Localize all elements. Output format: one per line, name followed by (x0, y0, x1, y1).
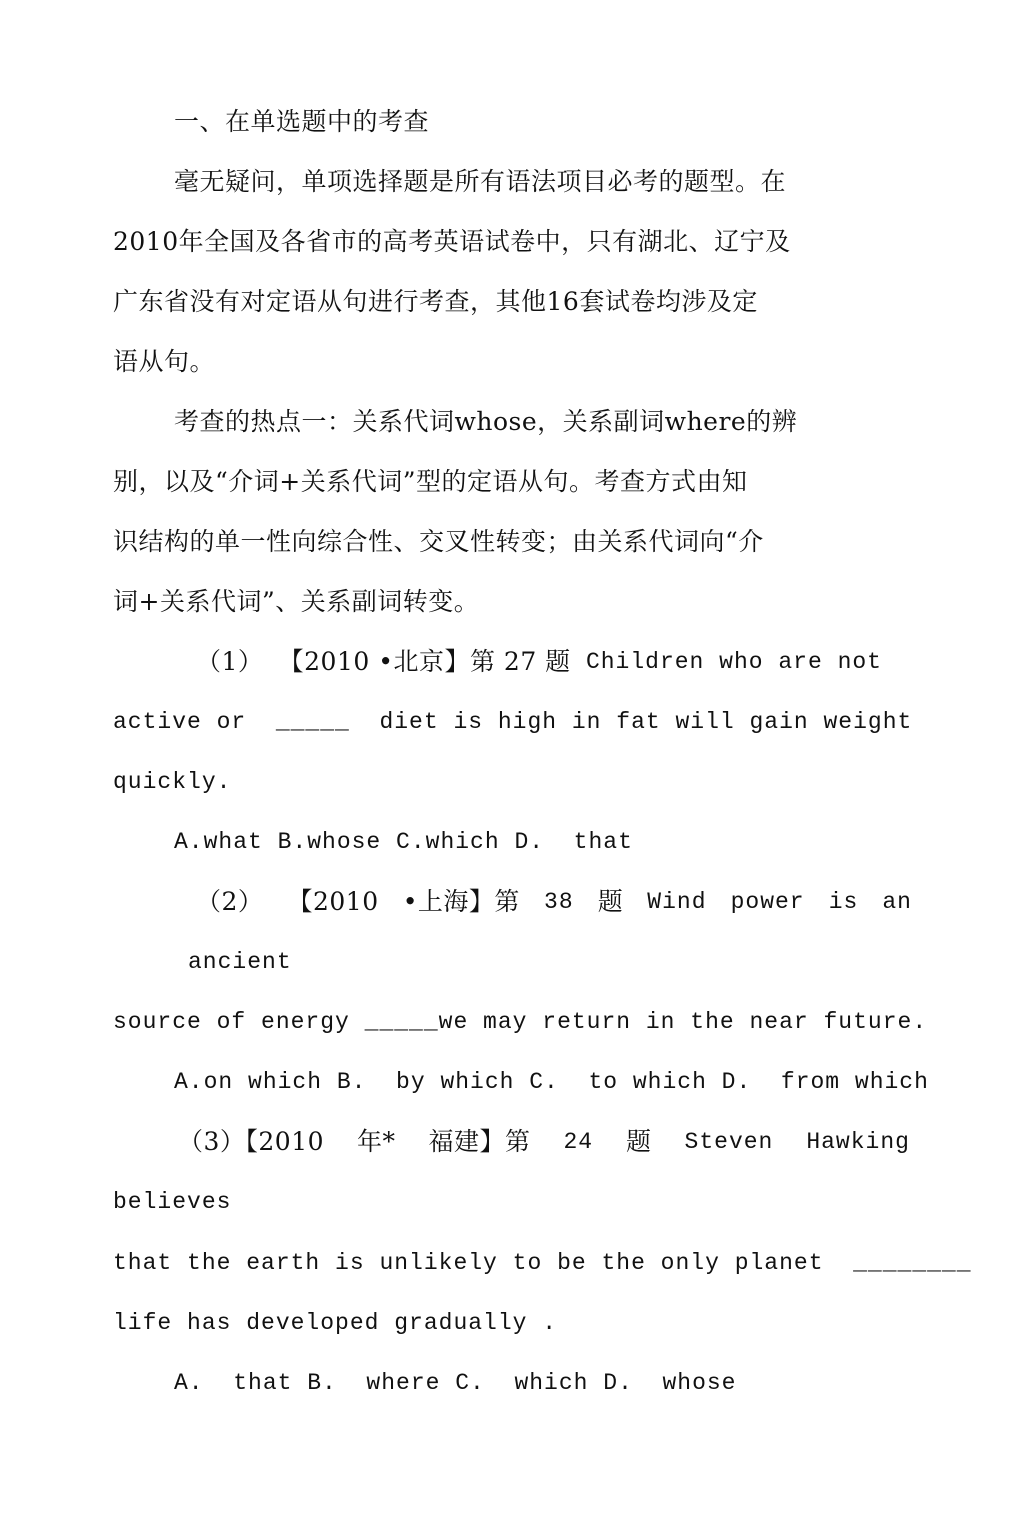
question-2-token: 38 (544, 889, 574, 915)
question-3-line-4: life has developed gradually . (113, 1310, 558, 1336)
question-3-token: 题 (626, 1127, 652, 1156)
question-1-options: A.what B.whose C.which D. that (174, 829, 633, 855)
question-2-token: Wind (647, 889, 707, 915)
intro-line-4: 语从句。 (113, 347, 216, 376)
intro-line-1: 毫无疑问，单项选择题是所有语法项目必考的题型。在 (174, 167, 787, 196)
question-1-stem-start: Children who are not (585, 649, 882, 675)
intro-line-2: 2010年全国及各省市的高考英语试卷中，只有湖北、辽宁及 (113, 227, 791, 256)
intro-line-3: 广东省没有对定语从句进行考查，其他16套试卷均涉及定 (113, 287, 758, 316)
question-3-token: （3）【2010 (178, 1127, 325, 1156)
question-1-number: （1） (196, 647, 264, 676)
question-1-line-3: quickly. (113, 769, 232, 795)
question-2-header (196, 882, 912, 922)
hotspot-line-3: 识结构的单一性向综合性、交叉性转变；由关系代词向“介 (113, 527, 764, 556)
question-3-token: Steven (684, 1129, 774, 1155)
question-3-token: Hawking (806, 1129, 910, 1155)
question-2-line-2: ancient (188, 949, 292, 975)
question-1-line-2: active or _____ diet is high in fat will gain weight (113, 709, 913, 735)
section-heading: 一、在单选题中的考查 (174, 107, 430, 136)
question-1-header (196, 642, 882, 682)
question-3-line-2: believes (113, 1189, 232, 1215)
question-2-token: 【2010 (287, 887, 379, 916)
question-3-token: 24 (563, 1129, 594, 1155)
question-3-header (178, 1122, 910, 1162)
question-2-token: •上海】第 (402, 887, 520, 916)
question-2-line-3: source of energy _____we may return in the near future. (113, 1009, 928, 1035)
question-3-token: 福建】第 (428, 1127, 531, 1156)
question-2-token: power (730, 889, 805, 915)
question-3-token: 年* (357, 1127, 396, 1156)
question-1-source: 【2010 •北京】第 27 题 (278, 647, 571, 676)
question-2-token: is (828, 889, 859, 915)
hotspot-line-2: 别，以及“介词+关系代词”型的定语从句。考查方式由知 (113, 467, 748, 496)
question-2-token: an (882, 889, 912, 915)
question-3-line-3: that the earth is unlikely to be the only planet ________ (113, 1250, 972, 1276)
question-2-token: 题 (597, 887, 624, 916)
question-3-options: A. that B. where C. which D. whose (174, 1370, 737, 1396)
hotspot-line-4: 词+关系代词”、关系副词转变。 (113, 587, 480, 616)
question-2-options: A.on which B. by which C. to which D. from which (174, 1069, 929, 1095)
question-2-token: （2） (196, 887, 264, 916)
hotspot-line-1: 考查的热点一：关系代词whose，关系副词where的辨 (174, 407, 798, 436)
